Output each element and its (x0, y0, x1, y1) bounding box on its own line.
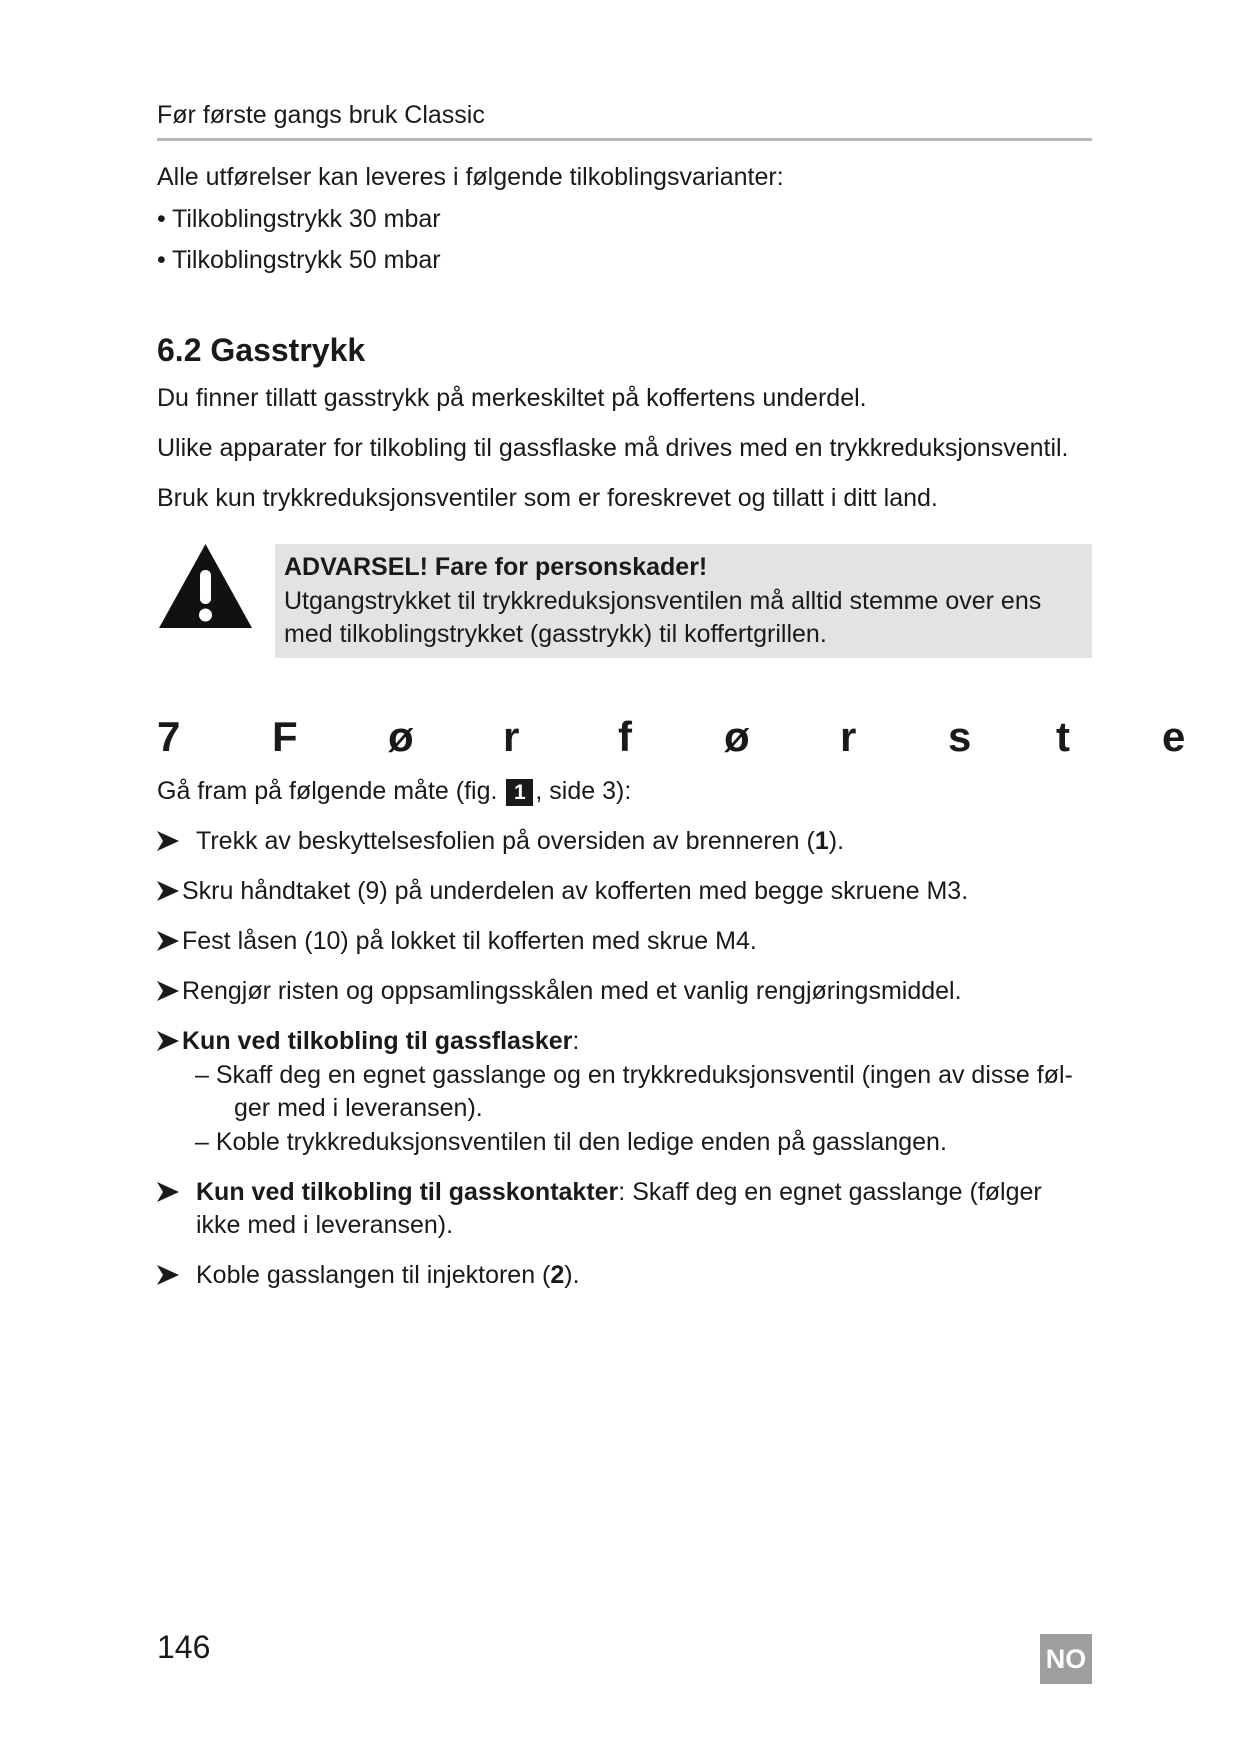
chapter-heading-letter: r (503, 713, 520, 760)
chapter-heading-letter: e (1162, 713, 1186, 760)
chapter-heading-letter: 7 (157, 713, 181, 760)
arrow-bullet-icon (157, 831, 179, 851)
paragraph: Du finner tillatt gasstrykk på merkeskiltet på koffertens underdel. (157, 384, 867, 412)
arrow-bullet-icon (157, 1182, 179, 1202)
warning-box (275, 544, 1092, 658)
chapter-heading-letter: ø (724, 713, 750, 760)
sub-step-text: – Koble trykkreduksjonsventilen til den ledige enden på gasslangen. (195, 1128, 947, 1156)
arrow-bullet-icon (157, 931, 179, 951)
arrow-bullet-icon (157, 1031, 179, 1051)
arrow-bullet-icon (157, 881, 179, 901)
section-heading-6-2: 6.2 Gasstrykk (157, 332, 366, 368)
arrow-bullet-icon (157, 981, 179, 1001)
sub-step-text: ger med i leveransen). (234, 1094, 483, 1122)
chapter-heading-letter: ø (388, 713, 414, 760)
arrow-bullet-icon (157, 1265, 179, 1285)
running-header-title: Før første gangs bruk Classic (157, 101, 485, 129)
step-item: Trekk av beskyttelsesfolien på oversiden av brenneren (1). (157, 826, 844, 856)
warning-text-line: med tilkoblingstrykket (gasstrykk) til koffertgrillen. (284, 620, 827, 648)
paragraph: Bruk kun trykkreduksjonsventiler som er foreskrevet og tillatt i ditt land. (157, 484, 938, 512)
intro-lead: Alle utførelser kan leveres i følgende tilkoblingsvarianter: (157, 163, 784, 191)
figure-ref-badge: 1 (506, 779, 533, 806)
warning-title: ADVARSEL! Fare for personskader! (284, 553, 708, 581)
step-item: Kun ved tilkobling til gassflasker: (157, 1026, 579, 1056)
bullet-item: • Tilkoblingstrykk 50 mbar (157, 246, 441, 274)
chapter-heading-letter: s (948, 713, 972, 760)
step-continuation: ikke med i leveransen). (196, 1211, 454, 1239)
header-divider (157, 138, 1092, 141)
warning-text-line: Utgangstrykket til trykkreduksjonsventilen må alltid stemme over ens (284, 587, 1042, 615)
chapter-heading-letter: r (840, 713, 857, 760)
chapter-heading-letter: t (1056, 713, 1070, 760)
step-item: Fest låsen (10) på lokket til kofferten med skrue M4. (157, 926, 757, 956)
language-badge: NO (1040, 1634, 1092, 1684)
step-item: Koble gasslangen til injektoren (2). (157, 1260, 580, 1290)
step-item: Kun ved tilkobling til gasskontakter: Skaff deg en egnet gasslange (følger (157, 1177, 1042, 1207)
chapter-intro: Gå fram på følgende måte (fig. 1 , side 3): (157, 777, 632, 805)
bullet-dot-icon: • (157, 246, 166, 274)
paragraph: Ulike apparater for tilkobling til gassflaske må drives med en trykkreduksjonsventil. (157, 434, 1069, 462)
page-number: 146 (157, 1629, 211, 1665)
chapter-heading-letter: f (618, 713, 632, 760)
bullet-item: • Tilkoblingstrykk 30 mbar (157, 205, 441, 233)
step-item: Skru håndtaket (9) på underdelen av kofferten med begge skruene M3. (157, 876, 968, 906)
warning-triangle-icon (157, 542, 254, 630)
sub-step-text: – Skaff deg en egnet gasslange og en trykkreduksjonsventil (ingen av disse føl- (195, 1061, 1073, 1089)
bullet-dot-icon: • (157, 205, 166, 233)
chapter-heading-letter: F (272, 713, 298, 760)
step-item: Rengjør risten og oppsamlingsskålen med et vanlig rengjøringsmiddel. (157, 976, 962, 1006)
